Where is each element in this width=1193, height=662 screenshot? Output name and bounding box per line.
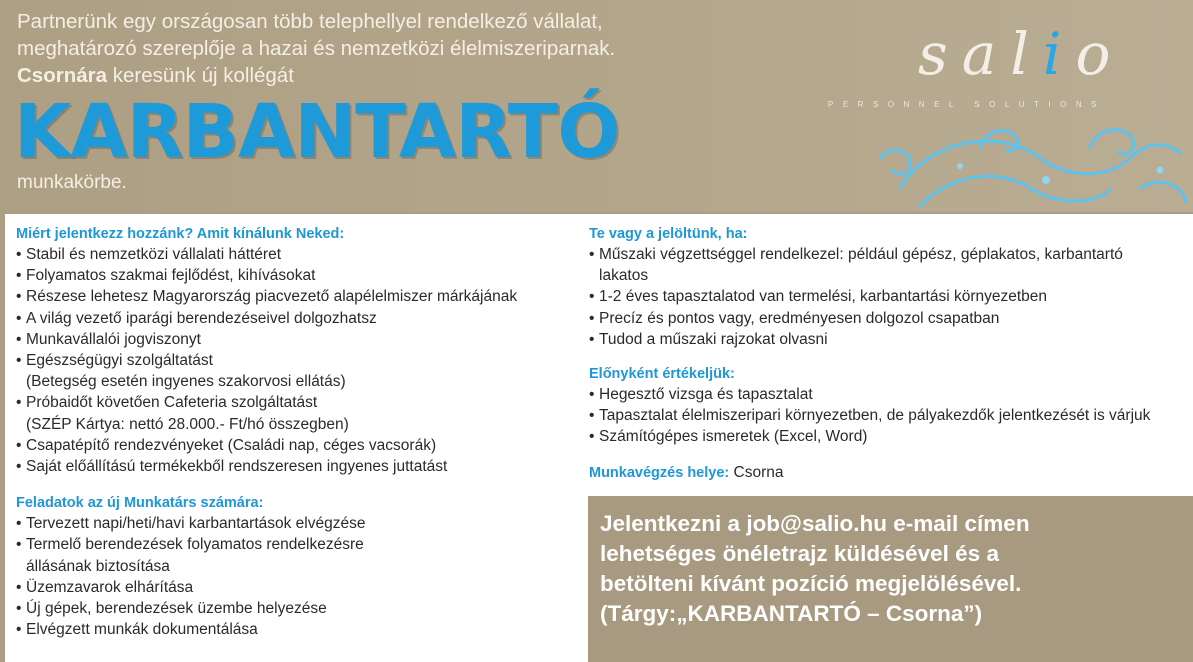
list-item (16, 350, 581, 392)
requirements-list (589, 244, 1189, 350)
workplace-label: Munkavégzés helye: (589, 464, 730, 481)
list-item (16, 392, 581, 434)
logo-tagline: PERSONNEL SOLUTIONS (828, 100, 1107, 109)
list-item: • Új gépek, berendezések üzembe helyezése (16, 598, 581, 619)
tasks-title: Feladatok az új Munkatárs számára: (16, 495, 264, 512)
tasks-list (16, 513, 581, 640)
list-item: • Számítógépes ismeretek (Excel, Word) (589, 426, 1189, 447)
list-item: • Üzemzavarok elhárítása (16, 577, 581, 598)
offer-title: Miért jelentkezz hozzánk? Amit kínálunk Neked: (16, 226, 345, 242)
list-item-text: Műszaki végzettséggel rendelkezel: például gépész, géplakatos, karbantartó (599, 246, 1123, 263)
salio-logo (918, 20, 1124, 88)
decorative-swirl-icon (860, 118, 1193, 212)
list-item (589, 244, 1189, 286)
apply-line-2: lehetséges önéletrajz küldésével és a (600, 541, 999, 566)
advantages-list (589, 384, 1189, 448)
list-item: • Hegesztő vizsga és tapasztalat (589, 384, 1189, 405)
list-item: • Csapatépítő rendezvényeket (Családi nap, céges vacsorák) (16, 435, 581, 456)
list-item: • Részese lehetesz Magyarország piacvezető alapélelmiszer márkájának (16, 286, 581, 307)
workplace-value: Csorna (733, 463, 784, 481)
list-item: • Elvégzett munkák dokumentálása (16, 619, 581, 640)
job-title: KARBANTARTÓ (14, 89, 620, 175)
list-item: • Stabil és nemzetközi vállalati háttéret (16, 244, 581, 265)
logo-text-end: o (1075, 20, 1125, 88)
list-item-text: Próbaidőt követően Cafeteria szolgáltatást (26, 394, 318, 412)
list-item-text: Egészségügyi szolgáltatást (26, 352, 213, 370)
list-item: • Tervezett napi/heti/havi karbantartások elvégzése (16, 513, 581, 534)
workplace (589, 462, 1189, 484)
apply-box (588, 496, 1193, 662)
intro-line-3-rest: keresünk új kollégát (107, 64, 294, 87)
advantages-title: Előnyként értékeljük: (589, 366, 735, 383)
list-item-note: (SZÉP Kártya: nettó 28.000.- Ft/hó összegben) (26, 415, 349, 433)
list-item-note: (Betegség esetén ingyenes szakorvosi ellátás) (26, 373, 346, 391)
apply-line-4: (Tárgy:„KARBANTARTÓ – Csorna”) (600, 601, 983, 626)
logo-text-i: i (1042, 20, 1076, 88)
list-item: • Folyamatos szakmai fejlődést, kihívásokat (16, 265, 581, 286)
list-item-text: Termelő berendezések folyamatos rendelkezésre (26, 536, 364, 554)
list-item (16, 534, 581, 576)
header-banner (0, 0, 1193, 212)
list-item: • Tapasztalat élelmiszeripari környezetben, de pályakezdők jelentkezését is várjuk (589, 405, 1189, 426)
intro-line-1: Partnerünk egy országosan több telephellyel rendelkező vállalat, (17, 10, 603, 33)
apply-line-1: Jelentkezni a job@salio.hu e-mail címen (600, 511, 1030, 536)
list-item: • Precíz és pontos vagy, eredményesen dolgozol csapatban (589, 308, 1189, 329)
left-column (16, 224, 581, 640)
job-subtitle: munkakörbe. (17, 172, 127, 193)
list-item-continuation: állásának biztosítása (26, 557, 170, 575)
list-item: • A világ vezető iparági berendezéseivel dolgozhatsz (16, 308, 581, 329)
intro-city: Csornára (17, 64, 108, 87)
intro-line-3 (17, 63, 294, 89)
requirements-title: Te vagy a jelöltünk, ha: (589, 226, 748, 242)
apply-text (600, 509, 1190, 629)
list-item: • 1-2 éves tapasztalatod van termelési, karbantartási környezetben (589, 286, 1189, 307)
right-column (589, 224, 1189, 484)
list-item-continuation: lakatos (599, 267, 649, 285)
intro-line-2: meghatározó szereplője a hazai és nemzetközi élelmiszeriparnak. (17, 37, 616, 60)
list-item: • Tudod a műszaki rajzokat olvasni (589, 329, 1189, 350)
list-item: • Munkavállalói jogviszonyt (16, 329, 581, 350)
offer-list (16, 244, 581, 477)
apply-line-3: betölteni kívánt pozíció megjelölésével. (600, 571, 1022, 596)
list-item: • Saját előállítású termékekből rendszeresen ingyenes juttatást (16, 456, 581, 477)
logo-text-start: sal (918, 20, 1043, 88)
